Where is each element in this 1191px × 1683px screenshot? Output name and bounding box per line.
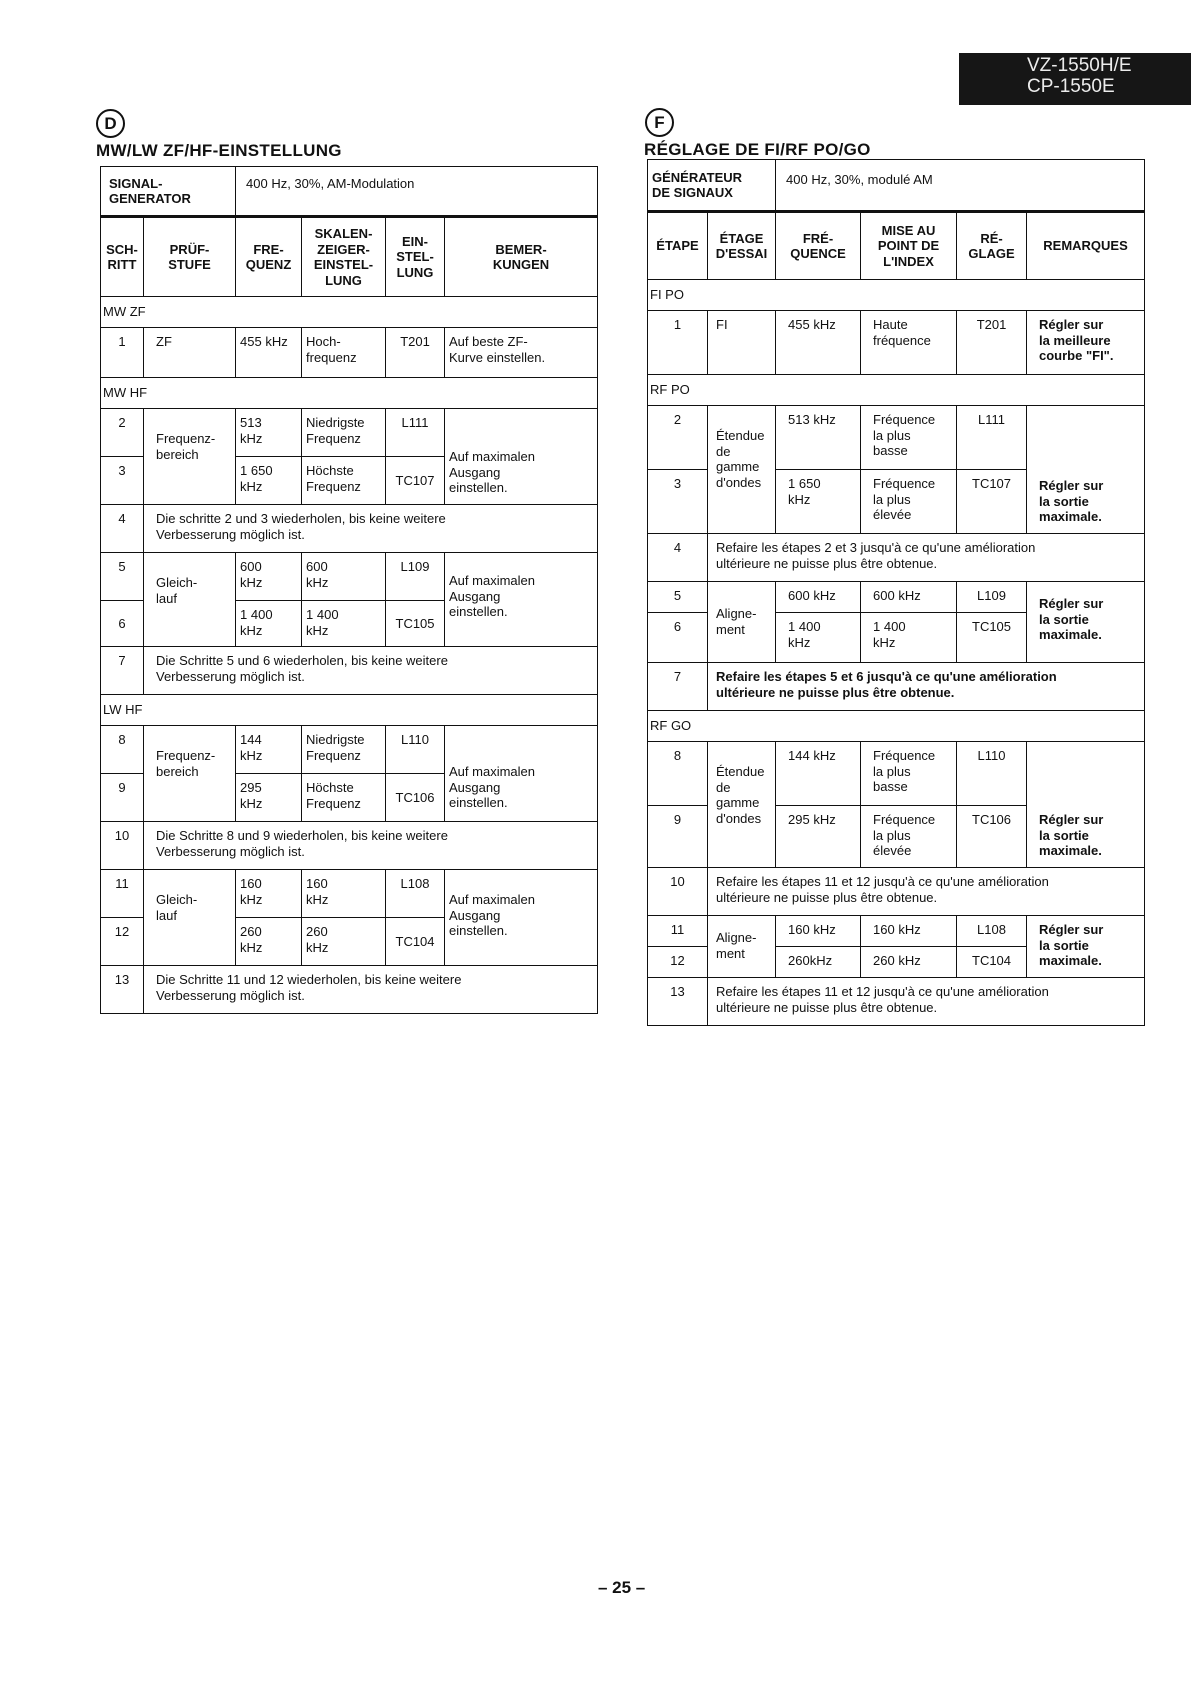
- left-adjust-5: L109: [386, 553, 445, 601]
- left-dial-12: 260 kHz: [302, 918, 386, 966]
- left-remarks-11-12: Auf maximalen Ausgang einstellen.: [445, 870, 598, 966]
- right-dial-8: Fréquence la plus basse: [861, 742, 957, 806]
- left-header-remarks: BEMER- KUNGEN: [445, 217, 598, 297]
- right-remarks-2-3: Régler sur la sortie maximale.: [1027, 406, 1145, 534]
- left-adjust-11: L108: [386, 870, 445, 918]
- left-step-6: 6: [101, 601, 144, 647]
- left-step-5: 5: [101, 553, 144, 601]
- left-dial-8: Niedrigste Frequenz: [302, 726, 386, 774]
- left-dial-2: Niedrigste Frequenz: [302, 409, 386, 457]
- right-dial-5: 600 kHz: [861, 582, 957, 613]
- left-adjust-6: TC105: [386, 601, 445, 647]
- right-adjust-9: TC106: [957, 806, 1027, 868]
- right-note-7: Refaire les étapes 5 et 6 jusqu'à ce qu'une amélioration ultérieure ne puisse plus être obtenue.: [708, 663, 1145, 711]
- left-header-step: SCH- RITT: [101, 217, 144, 297]
- left-freq-9: 295 kHz: [236, 774, 302, 822]
- right-freq-2: 513 kHz: [776, 406, 861, 470]
- right-title: RÉGLAGE DE FI/RF PO/GO: [644, 140, 871, 159]
- left-step-12: 12: [101, 918, 144, 966]
- right-header-adjust: RÉ- GLAGE: [957, 212, 1027, 280]
- left-freq-11: 160 kHz: [236, 870, 302, 918]
- left-adjust-2: L111: [386, 409, 445, 457]
- left-note-4: Die schritte 2 und 3 wiederholen, bis keine weitere Verbesserung möglich ist.: [144, 505, 598, 553]
- left-adjust-9: TC106: [386, 774, 445, 822]
- right-header-dial: MISE AU POINT DE L'INDEX: [861, 212, 957, 280]
- left-freq-12: 260 kHz: [236, 918, 302, 966]
- left-step-1: 1: [101, 328, 144, 378]
- right-step-2: 2: [648, 406, 708, 470]
- right-step-11: 11: [648, 916, 708, 947]
- right-step-4: 4: [648, 534, 708, 582]
- right-step-8: 8: [648, 742, 708, 806]
- right-step-7: 7: [648, 663, 708, 711]
- left-generator-value: 400 Hz, 30%, AM-Modulation: [236, 167, 598, 217]
- right-adjust-11: L108: [957, 916, 1027, 947]
- left-note-10: Die Schritte 8 und 9 wiederholen, bis keine weitere Verbesserung möglich ist.: [144, 822, 598, 870]
- right-freq-8: 144 kHz: [776, 742, 861, 806]
- left-freq-3: 1 650 kHz: [236, 457, 302, 505]
- left-step-4: 4: [101, 505, 144, 553]
- page-number: – 25 –: [598, 1578, 646, 1597]
- right-adjust-1: T201: [957, 311, 1027, 375]
- right-adjust-5: L109: [957, 582, 1027, 613]
- right-stage-1: FI: [708, 311, 776, 375]
- left-stage-8-9: Frequenz- bereich: [144, 726, 236, 822]
- right-header-freq: FRÉ- QUENCE: [776, 212, 861, 280]
- right-freq-3: 1 650 kHz: [776, 470, 861, 534]
- right-alignment-table: [647, 159, 1145, 1026]
- right-note-13: Refaire les étapes 11 et 12 jusqu'à ce qu'une amélioration ultérieure ne puisse plus être obtenue.: [708, 978, 1145, 1026]
- right-header-remarks: REMARQUES: [1027, 212, 1145, 280]
- left-step-3: 3: [101, 457, 144, 505]
- left-title: MW/LW ZF/HF-EINSTELLUNG: [96, 141, 342, 160]
- left-generator-label: SIGNAL- GENERATOR: [101, 167, 236, 217]
- left-stage-11-12: Gleich- lauf: [144, 870, 236, 966]
- right-stage-2-3: Étendue de gamme d'ondes: [708, 406, 776, 534]
- right-stage-5-6: Aligne- ment: [708, 582, 776, 663]
- left-dial-11: 160 kHz: [302, 870, 386, 918]
- right-step-10: 10: [648, 868, 708, 916]
- left-dial-9: Höchste Frequenz: [302, 774, 386, 822]
- right-dial-2: Fréquence la plus basse: [861, 406, 957, 470]
- left-header-freq: FRE- QUENZ: [236, 217, 302, 297]
- left-section-mwzf: MW ZF: [101, 297, 598, 328]
- right-header-stage: ÉTAGE D'ESSAI: [708, 212, 776, 280]
- section-marker-f: F: [645, 108, 674, 137]
- left-remarks-5-6: Auf maximalen Ausgang einstellen.: [445, 553, 598, 647]
- right-freq-6: 1 400 kHz: [776, 613, 861, 663]
- left-step-7: 7: [101, 647, 144, 695]
- right-freq-12: 260kHz: [776, 947, 861, 978]
- right-step-9: 9: [648, 806, 708, 868]
- right-header-step: ÉTAPE: [648, 212, 708, 280]
- left-dial-3: Höchste Frequenz: [302, 457, 386, 505]
- left-adjust-12: TC104: [386, 918, 445, 966]
- model-badge: [959, 53, 1191, 105]
- right-step-12: 12: [648, 947, 708, 978]
- left-header-stage: PRÜF- STUFE: [144, 217, 236, 297]
- right-generator-value: 400 Hz, 30%, modulé AM: [776, 160, 1145, 212]
- right-step-3: 3: [648, 470, 708, 534]
- right-step-6: 6: [648, 613, 708, 663]
- right-remarks-8-9: Régler sur la sortie maximale.: [1027, 742, 1145, 868]
- left-dial-6: 1 400 kHz: [302, 601, 386, 647]
- left-alignment-table: [100, 166, 598, 1014]
- right-section-fipo: FI PO: [648, 280, 1145, 311]
- left-dial-5: 600 kHz: [302, 553, 386, 601]
- left-header-dial: SKALEN- ZEIGER- EINSTEL- LUNG: [302, 217, 386, 297]
- model-badge-line1: VZ-1550H/E: [1027, 55, 1132, 76]
- section-marker-d: D: [96, 109, 125, 138]
- left-stage-2-3: Frequenz- bereich: [144, 409, 236, 505]
- right-dial-12: 260 kHz: [861, 947, 957, 978]
- right-step-5: 5: [648, 582, 708, 613]
- left-step-9: 9: [101, 774, 144, 822]
- right-adjust-2: L111: [957, 406, 1027, 470]
- right-freq-11: 160 kHz: [776, 916, 861, 947]
- left-stage-5-6: Gleich- lauf: [144, 553, 236, 647]
- right-adjust-12: TC104: [957, 947, 1027, 978]
- right-note-10: Refaire les étapes 11 et 12 jusqu'à ce qu'une amélioration ultérieure ne puisse plus être obtenue.: [708, 868, 1145, 916]
- left-freq-2: 513 kHz: [236, 409, 302, 457]
- left-adjust-8: L110: [386, 726, 445, 774]
- left-step-8: 8: [101, 726, 144, 774]
- left-step-13: 13: [101, 966, 144, 1014]
- right-dial-6: 1 400 kHz: [861, 613, 957, 663]
- left-step-10: 10: [101, 822, 144, 870]
- left-remarks-2-3: Auf maximalen Ausgang einstellen.: [445, 409, 598, 505]
- right-remarks-11-12: Régler sur la sortie maximale.: [1027, 916, 1145, 978]
- right-stage-11-12: Aligne- ment: [708, 916, 776, 978]
- left-header-adjust: EIN- STEL- LUNG: [386, 217, 445, 297]
- right-section-rfgo: RF GO: [648, 711, 1145, 742]
- left-step-2: 2: [101, 409, 144, 457]
- model-badge-line2: CP-1550E: [1027, 76, 1115, 97]
- left-freq-8: 144 kHz: [236, 726, 302, 774]
- right-remarks-1: Régler sur la meilleure courbe "FI".: [1027, 311, 1145, 375]
- right-freq-5: 600 kHz: [776, 582, 861, 613]
- left-adjust-1: T201: [386, 328, 445, 378]
- right-dial-1: Haute fréquence: [861, 311, 957, 375]
- right-remarks-5-6: Régler sur la sortie maximale.: [1027, 582, 1145, 663]
- left-freq-5: 600 kHz: [236, 553, 302, 601]
- right-section-rfpo: RF PO: [648, 375, 1145, 406]
- right-freq-1: 455 kHz: [776, 311, 861, 375]
- left-section-mwhf: MW HF: [101, 378, 598, 409]
- left-section-lwhf: LW HF: [101, 695, 598, 726]
- left-stage-1: ZF: [144, 328, 236, 378]
- right-dial-9: Fréquence la plus élevée: [861, 806, 957, 868]
- right-adjust-8: L110: [957, 742, 1027, 806]
- left-dial-1: Hoch- frequenz: [302, 328, 386, 378]
- right-freq-9: 295 kHz: [776, 806, 861, 868]
- right-adjust-6: TC105: [957, 613, 1027, 663]
- right-note-4: Refaire les étapes 2 et 3 jusqu'à ce qu'une amélioration ultérieure ne puisse plus être obtenue.: [708, 534, 1145, 582]
- right-adjust-3: TC107: [957, 470, 1027, 534]
- right-generator-label: GÉNÉRATEUR DE SIGNAUX: [648, 160, 776, 212]
- left-freq-6: 1 400 kHz: [236, 601, 302, 647]
- left-note-13: Die Schritte 11 und 12 wiederholen, bis keine weitere Verbesserung möglich ist.: [144, 966, 598, 1014]
- left-note-7: Die Schritte 5 und 6 wiederholen, bis keine weitere Verbesserung möglich ist.: [144, 647, 598, 695]
- right-stage-8-9: Étendue de gamme d'ondes: [708, 742, 776, 868]
- right-step-13: 13: [648, 978, 708, 1026]
- right-dial-3: Fréquence la plus élevée: [861, 470, 957, 534]
- right-dial-11: 160 kHz: [861, 916, 957, 947]
- left-remarks-8-9: Auf maximalen Ausgang einstellen.: [445, 726, 598, 822]
- left-step-11: 11: [101, 870, 144, 918]
- right-step-1: 1: [648, 311, 708, 375]
- left-remarks-1: Auf beste ZF- Kurve einstellen.: [445, 328, 598, 378]
- left-adjust-3: TC107: [386, 457, 445, 505]
- left-freq-1: 455 kHz: [236, 328, 302, 378]
